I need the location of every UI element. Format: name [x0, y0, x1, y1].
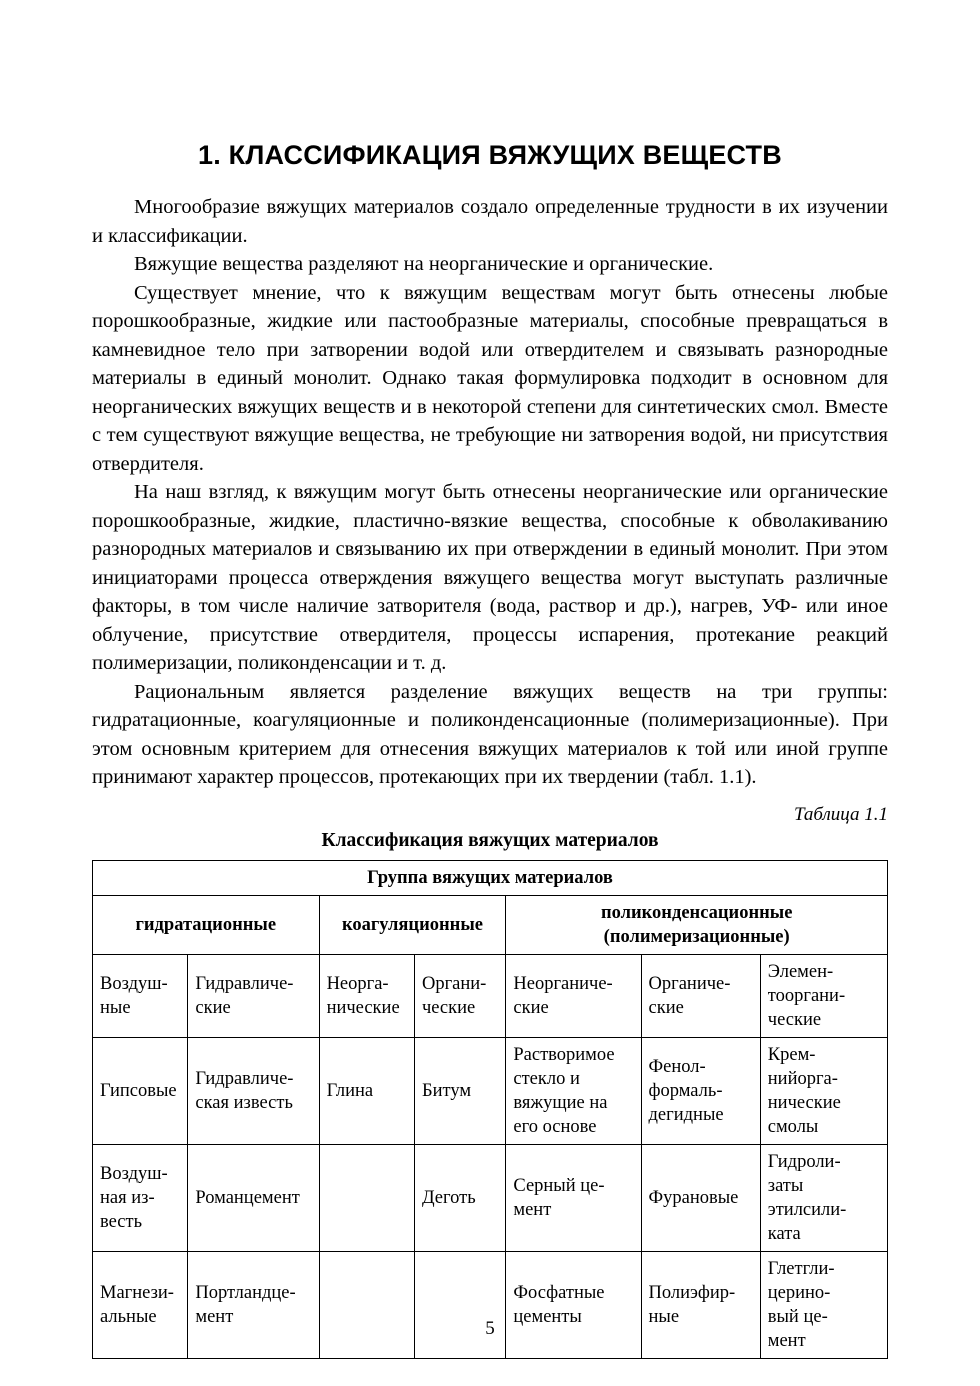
- cell-r2-c1: Портландце- мент: [188, 1251, 319, 1358]
- table-header-row-top: [93, 860, 888, 895]
- cell-r2-c4: Фосфатные цементы: [506, 1251, 641, 1358]
- cell-r1-c5: Фурановые: [641, 1144, 760, 1251]
- table-top-header: Группа вяжущих материалов: [93, 860, 888, 895]
- cell-r2-c2: [319, 1251, 414, 1358]
- cell-r1-c3: Деготь: [414, 1144, 505, 1251]
- paragraph-4: На наш взгляд, к вяжущим могут быть отнесены неорганические или органические порошкообразные, жидкие, пластично-вязкие вещества, способные к обволакиванию разнородных материалов и связыванию их при отверждении в единый монолит. При этом инициаторами процесса отверждения вяжущего вещества могут выступать различные факторы, в том числе наличие затворителя (вода, раствор и др.), нагрев, УФ- или иное облучение, присутствие отвердителя, процессы испарения, протекание реакций полимеризации, поликонденсации и т. д.: [92, 481, 888, 674]
- cell-r1-c4: Серный це- мент: [506, 1144, 641, 1251]
- table-row: [93, 1037, 888, 1144]
- table-header-row-groups: [93, 895, 888, 954]
- cell-kind-6: Элемен- тооргани- ческие: [760, 954, 887, 1037]
- classification-table: [92, 860, 888, 1359]
- page-title: 1. КЛАССИФИКАЦИЯ ВЯЖУЩИХ ВЕЩЕСТВ: [198, 140, 782, 170]
- cell-r0-c6: Крем- нийорга- нические смолы: [760, 1037, 887, 1144]
- cell-r0-c0: Гипсовые: [93, 1037, 188, 1144]
- paragraph-1: Многообразие вяжущих материалов создало определенные трудности в их изучении и классификации.: [92, 196, 888, 247]
- cell-r0-c4: Растворимое стекло и вяжущие на его основе: [506, 1037, 641, 1144]
- cell-r2-c5: Полиэфир- ные: [641, 1251, 760, 1358]
- cell-kind-0: Воздуш- ные: [93, 954, 188, 1037]
- cell-r2-c3: [414, 1251, 505, 1358]
- cell-kind-2: Неорга- нические: [319, 954, 414, 1037]
- table-number: Таблица 1.1: [794, 803, 888, 825]
- cell-r2-c0: Магнези- альные: [93, 1251, 188, 1358]
- paragraph-3: Существует мнение, что к вяжущим веществам могут быть отнесены любые порошкообразные, жидкие или пастообразные материалы, способные превращаться в камневидное тело при затворении водой или отвердителем и связывать разнородные материалы в единый монолит. Однако такая формулировка подходит в основном для неорганических вяжущих веществ и в некоторой степени для синтетических смол. Вместе с тем существуют вяжущие вещества, не требующие ни затворения водой, ни присутствия отвердителя.: [92, 281, 888, 475]
- cell-r1-c0: Воздуш- ная из- весть: [93, 1144, 188, 1251]
- cell-kind-1: Гидравличе- ские: [188, 954, 319, 1037]
- table-title: Классификация вяжущих материалов: [321, 829, 659, 851]
- cell-r0-c1: Гидравличе- ская известь: [188, 1037, 319, 1144]
- cell-kind-5: Органиче- ские: [641, 954, 760, 1037]
- cell-r1-c1: Романцемент: [188, 1144, 319, 1251]
- cell-r1-c6: Гидроли- заты этилсили- ката: [760, 1144, 887, 1251]
- table-group-polycondensation: поликонденсационные (полимеризационные): [506, 895, 888, 954]
- cell-r1-c2: [319, 1144, 414, 1251]
- cell-r0-c2: Глина: [319, 1037, 414, 1144]
- cell-r0-c3: Битум: [414, 1037, 505, 1144]
- paragraph-5: Рациональным является разделение вяжущих веществ на три группы: гидратационные, коагуляционные и поликонденсационные (полимеризационные). При этом основным критерием для отнесения вяжущих материалов к той или иной группе принимают характер процессов, протекающих при их твердении (табл. 1.1).: [92, 680, 888, 788]
- cell-r0-c5: Фенол- формаль- дегидные: [641, 1037, 760, 1144]
- table-row: [93, 954, 888, 1037]
- table-group-coagulation: коагуляционные: [319, 895, 506, 954]
- table-row: [93, 1251, 888, 1358]
- cell-r2-c6: Глетгли- церино- вый це- мент: [760, 1251, 887, 1358]
- table-group-hydration: гидратационные: [93, 895, 320, 954]
- paragraph-2: Вяжущие вещества разделяют на неорганические и органические.: [134, 253, 714, 275]
- table-row: [93, 1144, 888, 1251]
- cell-kind-4: Неорганиче- ские: [506, 954, 641, 1037]
- cell-kind-3: Органи- ческие: [414, 954, 505, 1037]
- page-number: 5: [485, 1318, 495, 1339]
